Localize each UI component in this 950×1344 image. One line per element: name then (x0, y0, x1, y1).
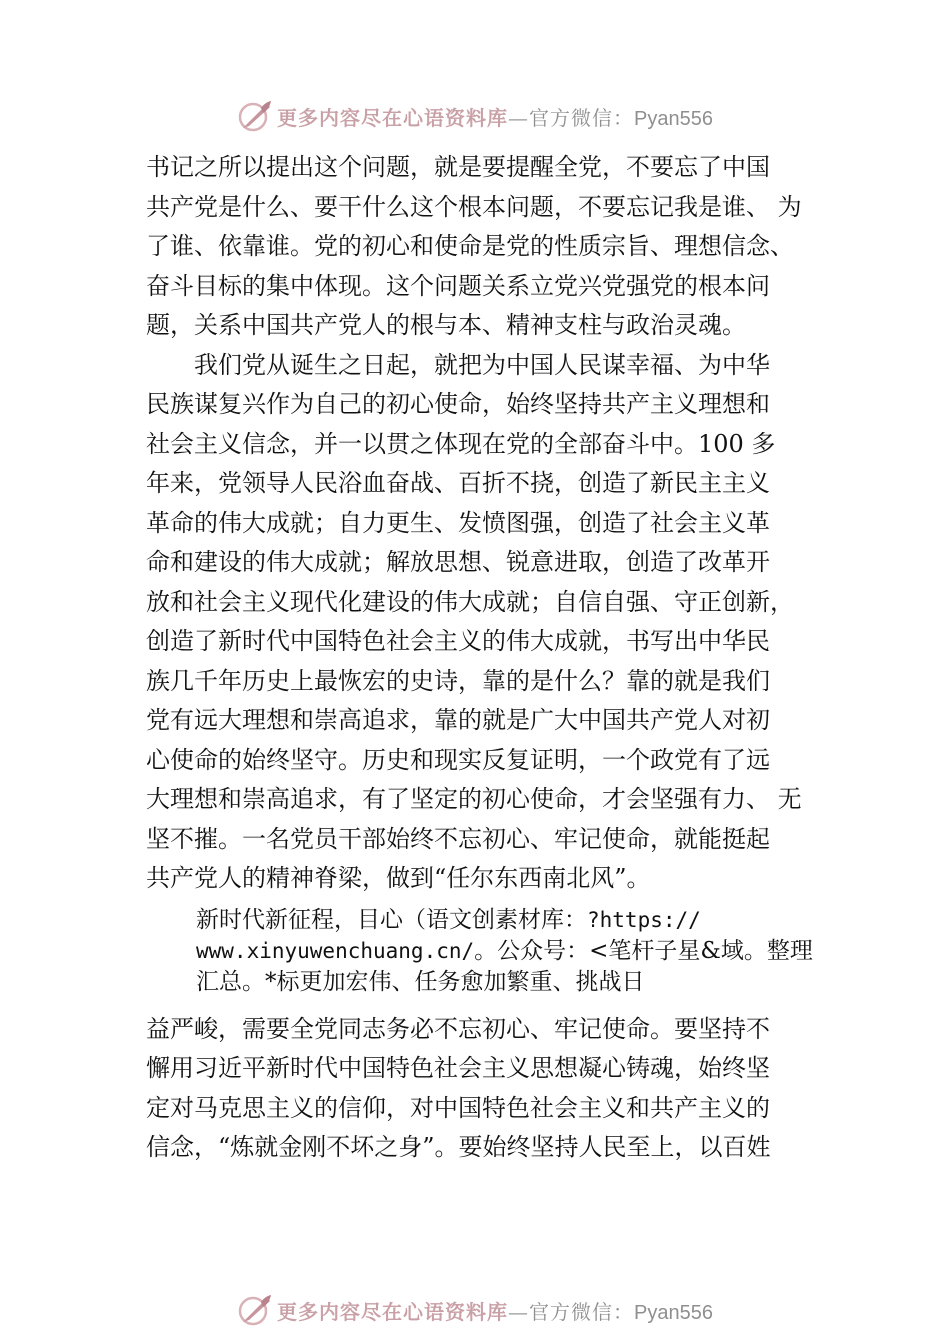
text-line: 了谁、依靠谁。党的初心和使命是党的性质宗旨、理想信念、 (146, 232, 794, 260)
note-line: 汇总。*标更加宏伟、任务愈加繁重、挑战日 (196, 968, 645, 995)
source-note (196, 905, 836, 998)
text-line: 心使命的始终坚守。历史和现实反复证明，一个政党有了远 (146, 745, 770, 774)
text-line: 放和社会主义现代化建设的伟大成就；自信自强、守正创新， (146, 587, 794, 616)
text-line: 信念，“炼就金刚不坏之身”。要始终坚持人民至上，以百姓 (146, 1133, 771, 1161)
text-line: 社会主义信念，并一以贯之体现在党的全部奋斗中。100 多 (146, 429, 776, 458)
text-line: 益严峻，需要全党同志务必不忘初心、牢记使命。要坚持不 (146, 1014, 770, 1043)
text-line: 定对马克思主义的信仰，对中国特色社会主义和共产主义的 (146, 1093, 770, 1122)
text-line: 创造了新时代中国特色社会主义的伟大成就，书写出中华民 (146, 627, 770, 655)
note-line: 新时代新征程，目心（语文创素材库：?https:// (196, 906, 701, 933)
text-line: 奋斗目标的集中体现。这个问题关系立党兴党强党的根本问 (146, 271, 770, 300)
text-line: 党有远大理想和崇高追求，靠的就是广大中国共产党人对初 (146, 706, 770, 734)
text-line: 懈用习近平新时代中国特色社会主义思想凝心铸魂，始终坚 (146, 1054, 770, 1082)
text-line: 民族谋复兴作为自己的初心使命，始终坚持共产主义理想和 (146, 390, 770, 418)
paragraph-block (146, 1010, 836, 1168)
text-line: 族几千年历史上最恢宏的史诗，靠的是什么？靠的就是我们 (146, 666, 770, 695)
text-line: 题，关系中国共产党人的根与本、精神支柱与政治灵魂。 (146, 311, 746, 339)
quill-logo-icon (237, 1292, 273, 1328)
header-banner-text: 更多内容尽在心语资料库—官方微信：Pyan556 (277, 105, 713, 130)
text-line: 我们党从诞生之日起，就把为中国人民谋幸福、为中华 (146, 350, 770, 379)
text-line: 共产党人的精神脊梁，做到“任尔东西南北风”。 (146, 864, 651, 892)
quill-logo-icon (237, 98, 273, 134)
text-line: 坚不摧。一名党员干部始终不忘初心、牢记使命，就能挺起 (146, 824, 770, 853)
note-line: www.xinyuwenchuang.cn/。公众号：<笔杆子星&域。整理 (196, 937, 813, 964)
text-line: 年来，党领导人民浴血奋战、百折不挠，创造了新民主主义 (146, 469, 770, 497)
paragraph-block (146, 148, 836, 899)
footer-banner-text: 更多内容尽在心语资料库—官方微信：Pyan556 (277, 1299, 713, 1324)
text-line: 书记之所以提出这个问题，就是要提醒全党，不要忘了中国 (146, 153, 770, 181)
text-line: 大理想和崇高追求，有了坚定的初心使命，才会坚强有力、 无 (146, 785, 802, 813)
text-line: 命和建设的伟大成就；解放思想、锐意进取，创造了改革开 (146, 548, 770, 576)
header-banner (0, 96, 950, 136)
footer-banner (0, 1290, 950, 1330)
text-line: 共产党是什么、要干什么这个根本问题，不要忘记我是谁、 为 (146, 192, 802, 221)
text-line: 革命的伟大成就；自力更生、发愤图强，创造了社会主义革 (146, 508, 770, 537)
document-body (146, 148, 836, 1168)
